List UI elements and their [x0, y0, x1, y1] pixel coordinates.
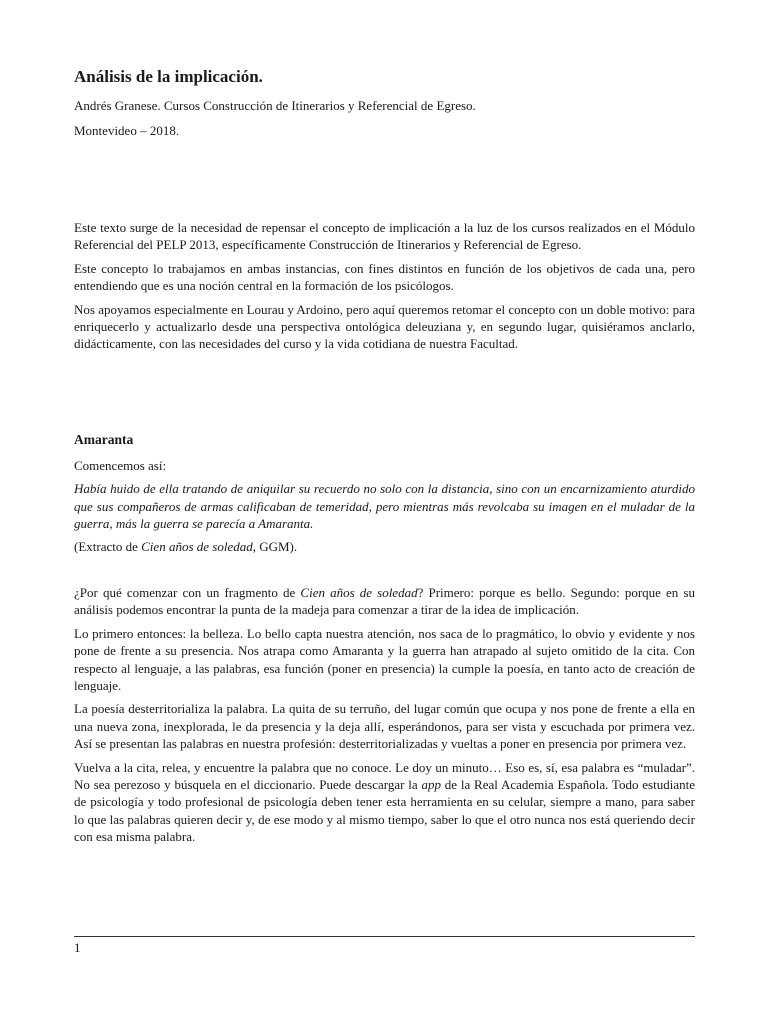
document-page — [74, 66, 695, 852]
footer-divider — [74, 936, 695, 937]
body-paragraph-1-suffix: ? Primero: porque es bello. Segundo: porque en su análisis podemos encontrar la punta de la madeja para comenzar a tirar de la idea de implicación. — [74, 584, 695, 618]
page-number: 1 — [74, 940, 81, 955]
section-heading: Amaranta — [74, 431, 134, 447]
section-lead: Comencemos así: — [74, 457, 167, 473]
intro-paragraph-2: Este concepto lo trabajamos en ambas instancias, con fines distintos en función de los objetivos de cada una, pero entendiendo que es una noción central en la formación de los psicólogos. — [74, 260, 695, 294]
spacer — [74, 359, 695, 431]
body-paragraph-4-suffix: de la Real Academia Española. Todo estudiante de psicología y todo profesional de psicología deben tener esta herramienta en su celular, siempre a mano, para saber lo que las palabras quieren decir y, de ese modo y al mismo tiempo, saber lo que el otro nunca nos está queriendo decir con esa misma palabra. — [74, 776, 695, 845]
spacer — [74, 147, 695, 219]
document-title: Análisis de la implicación. — [74, 67, 263, 86]
author-line: Andrés Granese. Cursos Construcción de Itinerarios y Referencial de Egreso. — [74, 98, 476, 113]
quote-source-prefix: (Extracto de — [74, 539, 142, 555]
place-date: Montevideo – 2018. — [74, 123, 180, 138]
quote-source — [74, 538, 695, 555]
intro-paragraph-1: Este texto surge de la necesidad de repensar el concepto de implicación a la luz de los cursos realizados en el Módulo Referencial del PELP 2013, específicamente Construcción de Itinerarios y Referencial de Egreso. — [74, 220, 695, 253]
body-paragraph-1-prefix: ¿Por qué comenzar con un fragmento de — [74, 584, 301, 600]
quote-source-title: Cien años de soledad — [141, 539, 253, 555]
body-paragraph-4-app: app — [421, 776, 441, 792]
quote-source-suffix: , GGM). — [252, 539, 298, 555]
body-paragraph-1 — [74, 584, 695, 619]
intro-paragraph-3: Nos apoyamos especialmente en Lourau y Ardoino, pero aquí queremos retomar el concepto con un doble motivo: para enriquecerlo y actualizarlo desde una perspectiva ontológica deleuziana y, en segundo lugar, quisiéramos anclarlo, didácticamente, con las necesidades del curso y la vida cotidiana de nuestra Facultad. — [74, 301, 695, 352]
body-paragraph-1-title: Cien años de soledad — [300, 584, 418, 600]
body-paragraph-4-prefix: Vuelva a la cita, relea, y encuentre la palabra que no conoce. Le doy un minuto… Eso es, sí, esa palabra es “muladar”. No sea perezoso y búsquela en el diccionario. Puede descargar la — [74, 759, 695, 792]
novel-quote: Había huido de ella tratando de aniquilar su recuerdo no solo con la distancia, sino con un encarnizamiento aturdido que sus compañeros de armas calificaban de temeridad, pero mientras más revolcaba su imagen en el muladar de la guerra, más la guerra se parecía a Amaranta. — [74, 481, 695, 532]
body-paragraph-4 — [74, 759, 695, 846]
spacer — [74, 562, 695, 584]
body-paragraph-2: Lo primero entonces: la belleza. Lo bello capta nuestra atención, nos saca de lo pragmático, lo obvio y evidente y nos pone de frente a su presencia. Nos atrapa como Amaranta y la guerra han atrapado al sujeto omitido de la cita. Con respecto al lenguaje, a las palabras, esa función (poner en presencia) la cumple la poesía, en tanto acto de creación de lenguaje. — [74, 625, 695, 693]
body-paragraph-3: La poesía desterritorializa la palabra. La quita de su terruño, del lugar común que ocupa y nos pone de frente a ella en una nueva zona, inexplorada, le da presencia y la deja allí, esperándonos, para ser vista y escuchada por primera vez. Así se presentan las palabras en nuestra profesión: desterritorializadas y vueltas a poner en presencia por primera vez. — [74, 701, 695, 752]
